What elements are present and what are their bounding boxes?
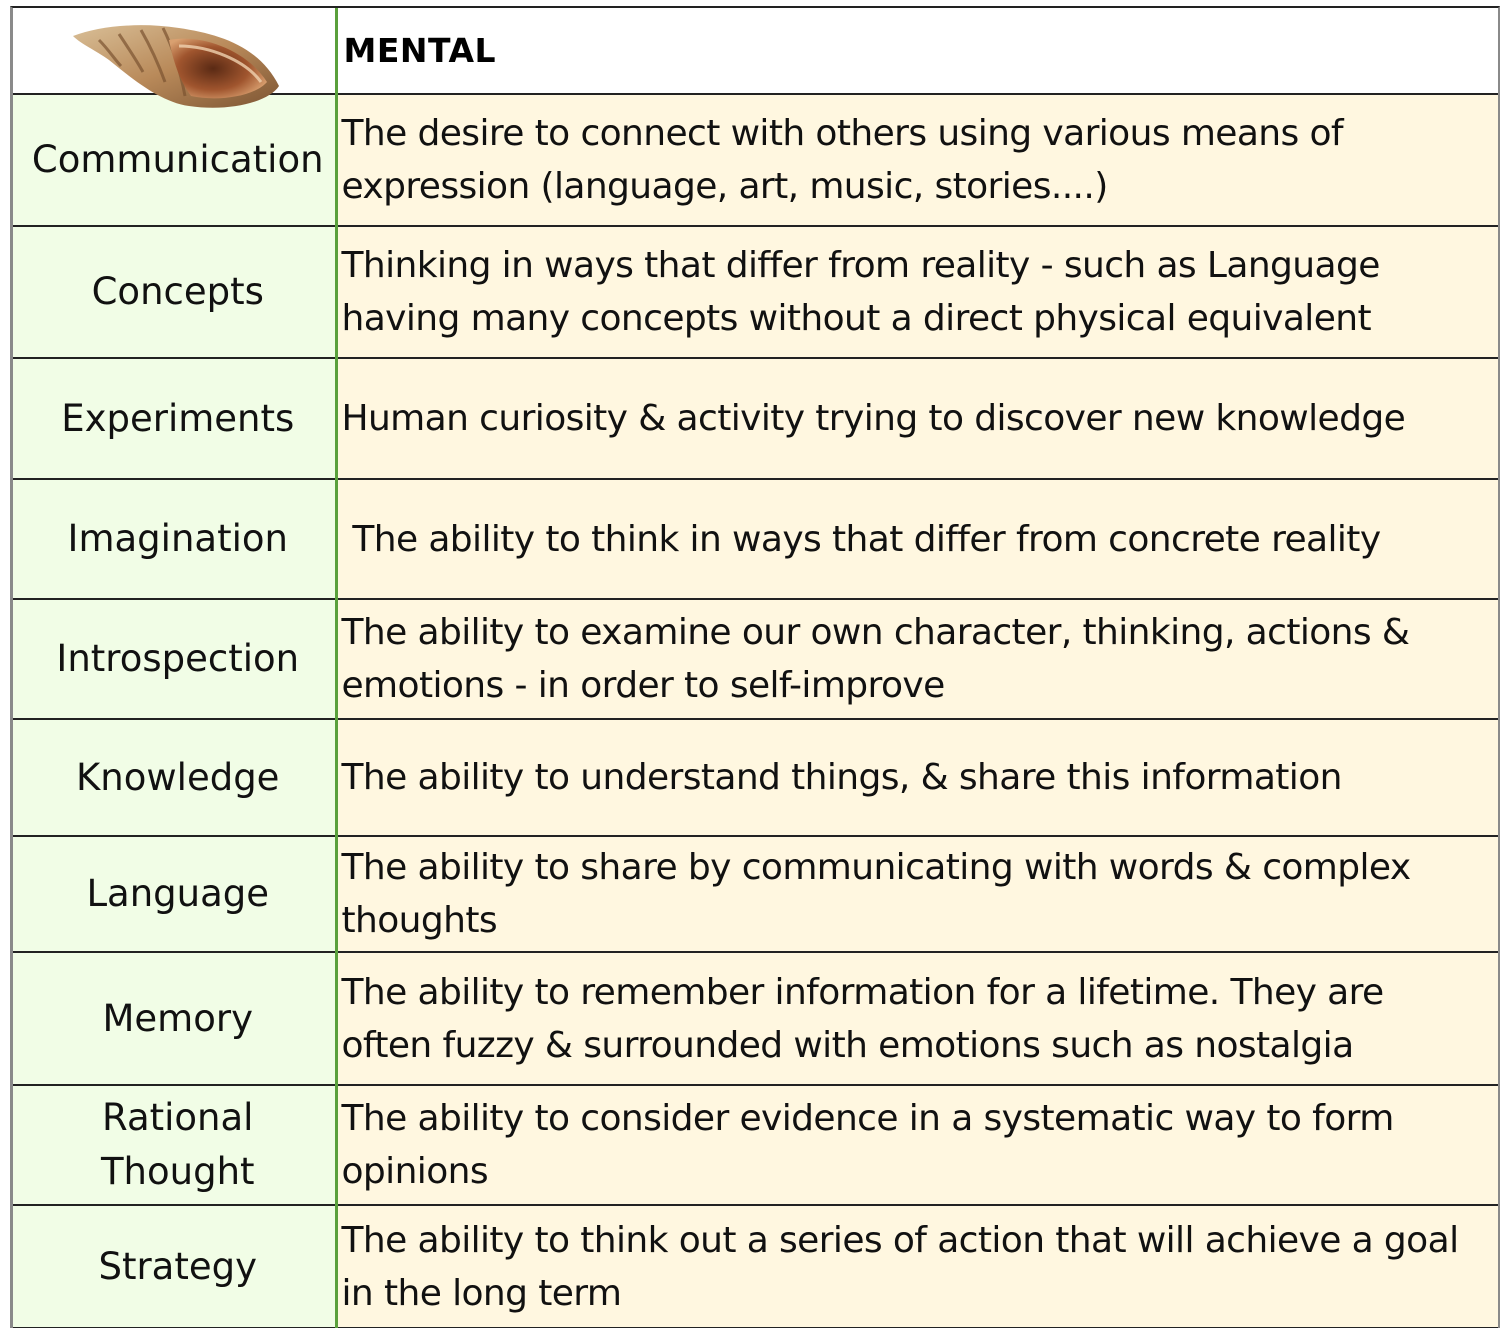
header-row [13,8,1498,94]
row-label: Strategy [13,1205,336,1328]
row-description: The ability to remember information for a lifetime. They are often fuzzy & surrounded with emotions such as nostalgia [336,952,1498,1085]
row-label: Concepts [13,226,336,358]
header-title: MENTAL [336,8,1498,94]
row-description: The ability to think out a series of action that will achieve a goal in the long term [336,1205,1498,1328]
row-description: Human curiosity & activity trying to discover new knowledge [336,358,1498,479]
table-row [13,599,1498,719]
row-label: Communication [13,94,336,226]
table-row [13,952,1498,1085]
seashell-image [69,16,285,120]
row-description: The ability to examine our own character, thinking, actions & emotions - in order to self-improve [336,599,1498,719]
table-row [13,226,1498,358]
header-image-cell [13,8,336,94]
row-description: Thinking in ways that differ from reality - such as Language having many concepts without a direct physical equivalent [336,226,1498,358]
row-description: The ability to consider evidence in a systematic way to form opinions [336,1085,1498,1205]
table-row [13,719,1498,836]
table-row [13,1205,1498,1328]
row-label: Rational Thought [13,1085,336,1205]
row-label: Language [13,836,336,952]
row-label: Memory [13,952,336,1085]
table-row [13,479,1498,599]
row-label: Knowledge [13,719,336,836]
row-description: The ability to share by communicating with words & complex thoughts [336,836,1498,952]
row-label: Experiments [13,358,336,479]
mental-table [13,8,1498,1328]
table-row [13,836,1498,952]
mental-table-sheet [10,6,1500,1328]
row-description: The ability to think in ways that differ from concrete reality [336,479,1498,599]
row-label: Introspection [13,599,336,719]
row-description: The ability to understand things, & share this information [336,719,1498,836]
row-description: The desire to connect with others using various means of expression (language, art, music, stories....) [336,94,1498,226]
row-label: Imagination [13,479,336,599]
table-row [13,1085,1498,1205]
table-row [13,358,1498,479]
